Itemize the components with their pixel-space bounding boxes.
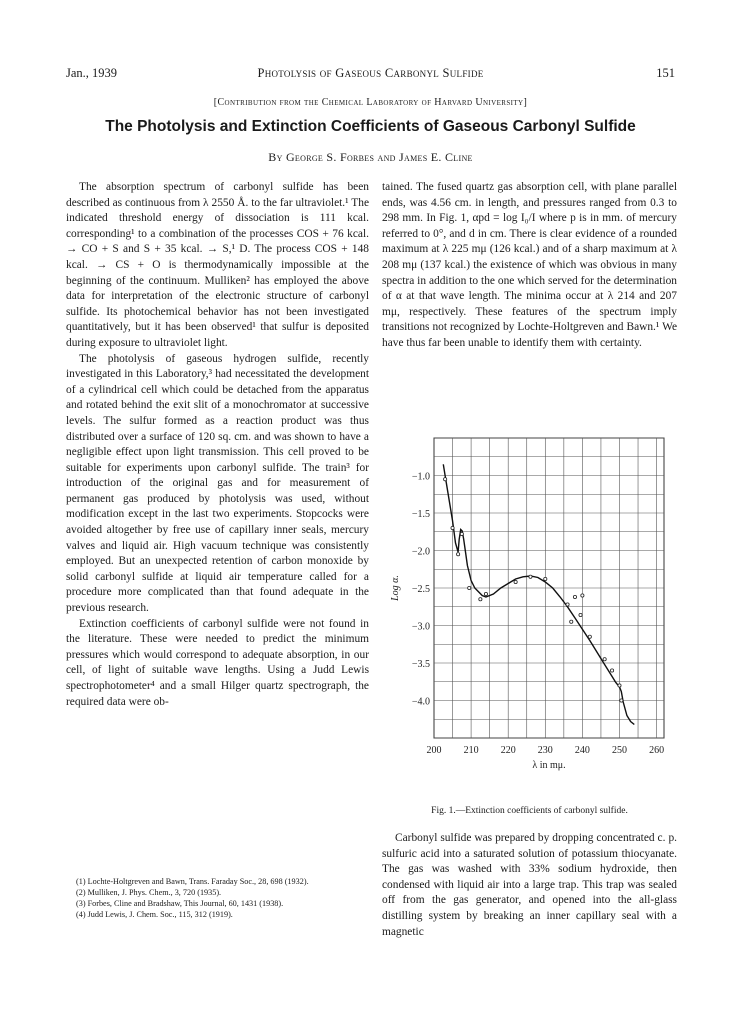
x-tick-label: 220: [500, 745, 516, 756]
y-tick-label: −2.5: [411, 584, 430, 595]
data-point: [581, 594, 584, 597]
y-tick-label: −3.5: [411, 659, 430, 670]
x-tick-label: 200: [426, 745, 442, 756]
right-column-top: [382, 180, 677, 352]
data-point: [479, 598, 482, 601]
data-point: [573, 595, 576, 598]
header-date: Jan., 1939: [66, 66, 118, 80]
paragraph: The photolysis of gaseous hydrogen sulfide, recently investigated in this Laboratory,³ had necessitated the development of a cylindrical cell which could be detached from the apparatus and rotated behind the exit slit of a monochromator at successive levels. The sulfur formed as a reaction product was thus distributed over a surface of 120 sq. cm. and was shown to have a negligible effect upon light transmission. This cell proved to be suitable for experiments upon carbonyl sulfide. The train³ for introduction of the original gas and for measurement of permanent gas produced by photolysis was used, without modification except in the last two experiments. Stopcocks were avoided altogether by free use of capillary inner seals, mercury valves and liquid air. High vacuum technique was consistently employed. But an unexpected retention of carbon monoxide by solid carbonyl sulfide at liquid air temperature called for a procedure more complicated than that found adequate in the previous research.: [66, 352, 369, 615]
data-point: [484, 592, 487, 595]
data-point: [603, 658, 606, 661]
data-point: [457, 553, 460, 556]
footnote: (3) Forbes, Cline and Bradshaw, This Journal, 60, 1431 (1938).: [76, 899, 284, 908]
data-point: [610, 669, 613, 672]
series-line: [443, 464, 634, 724]
paragraph: Extinction coefficients of carbonyl sulfide were not found in the literature. These were needed to predict the minimum pressures which would correspond to adequate absorption, in our cell, of light of suitable wave lengths. Using a Judd Lewis spectrophotometer⁴ and a small Hilger quartz spectrograph, the required data were ob-: [66, 617, 369, 708]
footnote: (4) Judd Lewis, J. Chem. Soc., 115, 312 (1919).: [76, 910, 233, 919]
data-point: [544, 577, 547, 580]
data-point: [620, 699, 623, 702]
page-number: 151: [656, 66, 675, 80]
extinction-chart: [382, 428, 677, 798]
x-tick-label: 230: [537, 745, 553, 756]
x-tick-label: 210: [463, 745, 479, 756]
left-column: [66, 180, 369, 710]
article-authors: By George S. Forbes and James E. Cline: [268, 150, 473, 164]
data-point: [618, 684, 621, 687]
data-point: [566, 603, 569, 606]
data-point: [444, 478, 447, 481]
y-tick-label: −3.0: [411, 621, 430, 633]
article-title: The Photolysis and Extinction Coefficients of Gaseous Carbonyl Sulfide: [105, 118, 636, 135]
paragraph: Carbonyl sulfide was prepared by dropping concentrated c. p. sulfuric acid into a saturated solution of potassium thiocyanate. The gas was washed with 33% sodium hydroxide, then condensed with liquid air into a large trap. This trap was sealed off from the gas generator, and opened into the all-glass distilling system by breaking an inner capillary seal with a magnetic: [382, 832, 677, 938]
figure-caption: Fig. 1.—Extinction coefficients of carbonyl sulfide.: [431, 806, 628, 816]
y-tick-label: −4.0: [411, 696, 430, 708]
data-point: [514, 580, 517, 583]
footnotes: [66, 876, 369, 920]
data-point: [529, 575, 532, 578]
paragraph: tained. The fused quartz gas absorption cell, with plane parallel ends, was 4.56 cm. in length, and pressures ranged from 0.3 to 298 mm. In Fig. 1, αpd = log I₀/I where p is in mm. of mercury referred to 0°, and d in cm. There is clear evidence of a rounded maximum at λ 225 mμ (126 kcal.) and of a sharp maximum at λ 208 mμ (137 kcal.) the existence of which was obvious in many spectra in addition to the one which served for the determination of α at that wave length. The minima occur at λ 214 and 207 mμ, respectively. These features of the spectrum imply transitions not recognized by Lochte-Holtgreven and Bawn.¹ We have thus far been unable to identify them with certainty.: [382, 181, 677, 349]
data-point: [468, 586, 471, 589]
figure-1: [382, 428, 677, 798]
x-tick-label: 240: [574, 745, 590, 756]
x-axis-label: λ in mμ.: [532, 760, 566, 771]
y-tick-label: −2.0: [411, 546, 430, 558]
x-tick-label: 250: [611, 745, 627, 756]
data-point: [579, 613, 582, 616]
footnote: (1) Lochte-Holtgreven and Bawn, Trans. Faraday Soc., 28, 698 (1932).: [76, 877, 309, 886]
footnote: (2) Mulliken, J. Phys. Chem., 3, 720 (1935).: [76, 888, 222, 897]
data-point: [570, 620, 573, 623]
data-point: [460, 532, 463, 535]
data-point: [588, 635, 591, 638]
y-tick-label: −1.5: [411, 509, 430, 520]
paragraph: The absorption spectrum of carbonyl sulfide has been described as continuous from λ 2550 Å. to the far ultraviolet.¹ The indicated threshold energy of dissociation is 111 kcal. corresponding¹ to a combination of the processes COS + 76 kcal. → CO + S and S + 35 kcal. → S,¹ D. The process COS + 148 kcal. → CS + O is thermodynamically impossible at the beginning of the continuum. Mulliken² has employed the above data for interpretation of the electronic structure of carbonyl sulfide. Its photochemical behavior has not been investigated quantitatively, but it has been observed¹ that sulfur is deposited during exposure to ultraviolet light.: [66, 181, 369, 349]
header-title: Photolysis of Gaseous Carbonyl Sulfide: [257, 66, 484, 80]
y-tick-label: −1.0: [411, 471, 430, 483]
running-header: [66, 66, 675, 84]
right-column-bottom: [382, 831, 677, 940]
x-tick-label: 260: [649, 745, 665, 756]
y-axis-label: Log α.: [390, 575, 401, 601]
data-point: [451, 526, 454, 529]
contribution-line: [Contribution from the Chemical Laboratory of Harvard University]: [213, 97, 528, 108]
